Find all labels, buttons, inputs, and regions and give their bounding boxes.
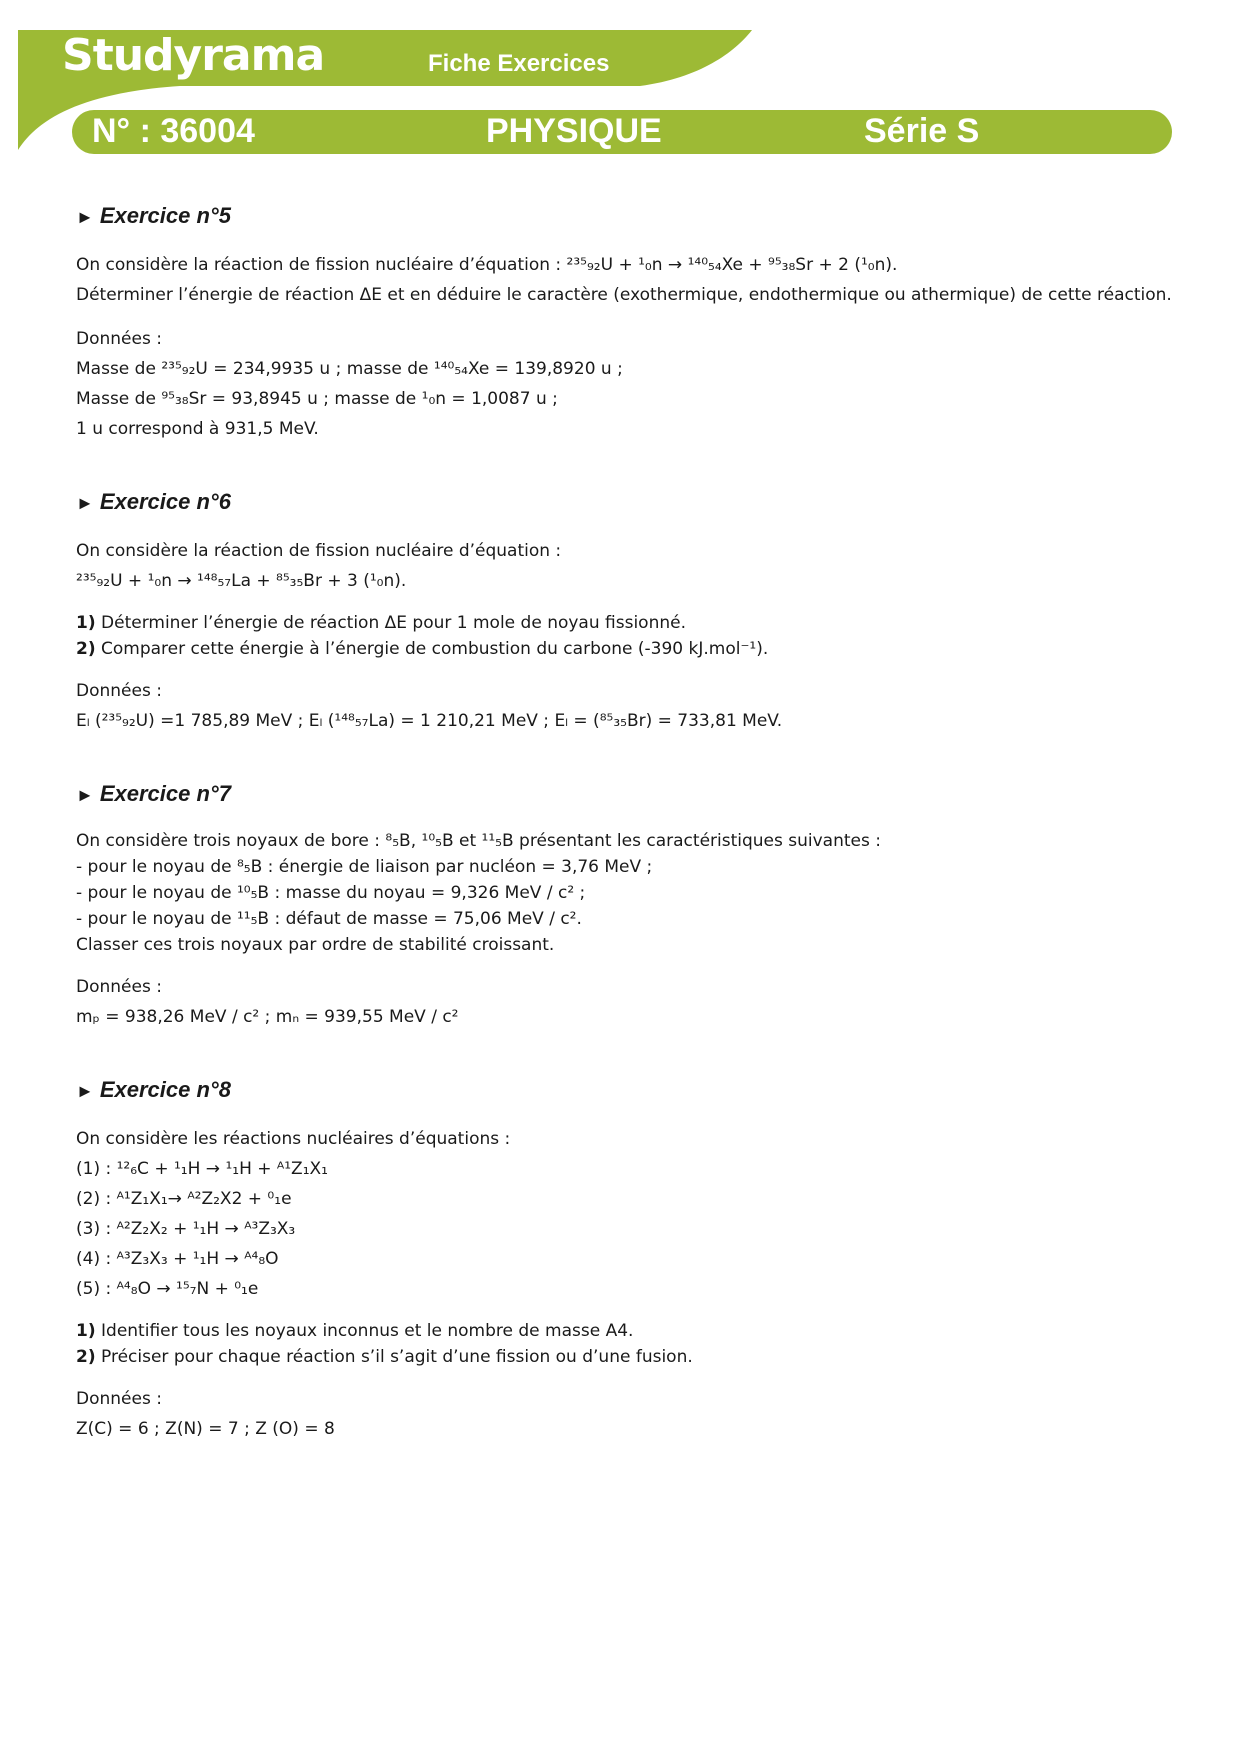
fiche-number: N° : 36004	[92, 112, 255, 150]
data-line: mₚ = 938,26 MeV / c² ; mₙ = 939,55 MeV / c²	[76, 1007, 459, 1027]
exercise-text: Classer ces trois noyaux par ordre de stabilité croissant.	[76, 935, 555, 955]
exercise-text: On considère la réaction de fission nucléaire d’équation :	[76, 541, 562, 561]
triangle-bullet-icon: ►	[76, 207, 94, 227]
exercise-text: On considère trois noyaux de bore : ⁸₅B, ¹⁰₅B et ¹¹₅B présentant les caractéristiques suivantes :	[76, 831, 881, 851]
question-text: Préciser pour chaque réaction s’il s’agit d’une fission ou d’une fusion.	[101, 1347, 693, 1367]
exercise-6	[76, 482, 1186, 736]
doc-type: Fiche Exercices	[428, 50, 610, 77]
exercise-text: - pour le noyau de ¹¹₅B : défaut de masse = 75,06 MeV / c².	[76, 909, 582, 929]
question-number: 1)	[76, 613, 96, 633]
equation: (4) : ᴬ³Z₃X₃ + ¹₁H → ᴬ⁴₈O	[76, 1249, 279, 1269]
question-text: Comparer cette énergie à l’énergie de combustion du carbone (-390 kJ.mol⁻¹).	[101, 639, 769, 659]
exercise-text: - pour le noyau de ⁸₅B : énergie de liaison par nucléon = 3,76 MeV ;	[76, 857, 653, 877]
question	[76, 1318, 1186, 1344]
triangle-bullet-icon: ►	[76, 785, 94, 805]
exercise-title: Exercice n°7	[99, 781, 231, 806]
exercise-8	[76, 1070, 1186, 1444]
question-number: 2)	[76, 1347, 96, 1367]
exercise-text: On considère les réactions nucléaires d’équations :	[76, 1129, 511, 1149]
question	[76, 1344, 1186, 1370]
question-text: Identifier tous les noyaux inconnus et le nombre de masse A4.	[101, 1321, 634, 1341]
data-label: Données :	[76, 681, 162, 701]
exercise-5	[76, 196, 1186, 444]
data-line: Masse de ⁹⁵₃₈Sr = 93,8945 u ; masse de ¹₀n = 1,0087 u ;	[76, 389, 558, 409]
data-label: Données :	[76, 1389, 162, 1409]
exercise-list	[76, 196, 1186, 1444]
question	[76, 636, 1186, 662]
question-text: Déterminer l’énergie de réaction ΔE pour 1 mole de noyau fissionné.	[101, 613, 686, 633]
studyrama-logo: Studyrama	[62, 30, 325, 81]
exercise-text: Déterminer l’énergie de réaction ΔE et en déduire le caractère (exothermique, endothermique ou athermique) de cette réaction.	[76, 285, 1172, 305]
equation: (2) : ᴬ¹Z₁X₁→ ᴬ²Z₂X2 + ⁰₁e	[76, 1189, 292, 1209]
data-line: Eₗ (²³⁵₉₂U) =1 785,89 MeV ; Eₗ (¹⁴⁸₅₇La) = 1 210,21 MeV ; Eₗ = (⁸⁵₃₅Br) = 733,81 MeV.	[76, 711, 783, 731]
exercise-text: - pour le noyau de ¹⁰₅B : masse du noyau = 9,326 MeV / c² ;	[76, 883, 586, 903]
question-number: 1)	[76, 1321, 96, 1341]
exercise-title: Exercice n°6	[99, 489, 231, 514]
exercise-text: On considère la réaction de fission nucléaire d’équation : ²³⁵₉₂U + ¹₀n → ¹⁴⁰₅₄Xe + ⁹⁵₃₈Sr + 2 (¹₀n).	[76, 255, 898, 275]
question	[76, 610, 1186, 636]
data-line: Masse de ²³⁵₉₂U = 234,9935 u ; masse de ¹⁴⁰₅₄Xe = 139,8920 u ;	[76, 359, 623, 379]
triangle-bullet-icon: ►	[76, 493, 94, 513]
exercise-title: Exercice n°8	[99, 1077, 231, 1102]
data-line: Z(C) = 6 ; Z(N) = 7 ; Z (O) = 8	[76, 1419, 335, 1439]
equation: (3) : ᴬ²Z₂X₂ + ¹₁H → ᴬ³Z₃X₃	[76, 1219, 296, 1239]
data-line: 1 u correspond à 931,5 MeV.	[76, 419, 319, 439]
equation: ²³⁵₉₂U + ¹₀n → ¹⁴⁸₅₇La + ⁸⁵₃₅Br + 3 (¹₀n).	[76, 571, 407, 591]
triangle-bullet-icon: ►	[76, 1081, 94, 1101]
equation: (1) : ¹²₆C + ¹₁H → ¹₁H + ᴬ¹Z₁X₁	[76, 1159, 328, 1179]
exercise-7	[76, 774, 1186, 1032]
equation: (5) : ᴬ⁴₈O → ¹⁵₇N + ⁰₁e	[76, 1279, 259, 1299]
question-number: 2)	[76, 639, 96, 659]
data-label: Données :	[76, 977, 162, 997]
series-label: Série S	[864, 112, 980, 150]
exercise-title: Exercice n°5	[99, 203, 231, 228]
subject-title: PHYSIQUE	[486, 112, 662, 150]
data-label: Données :	[76, 329, 162, 349]
